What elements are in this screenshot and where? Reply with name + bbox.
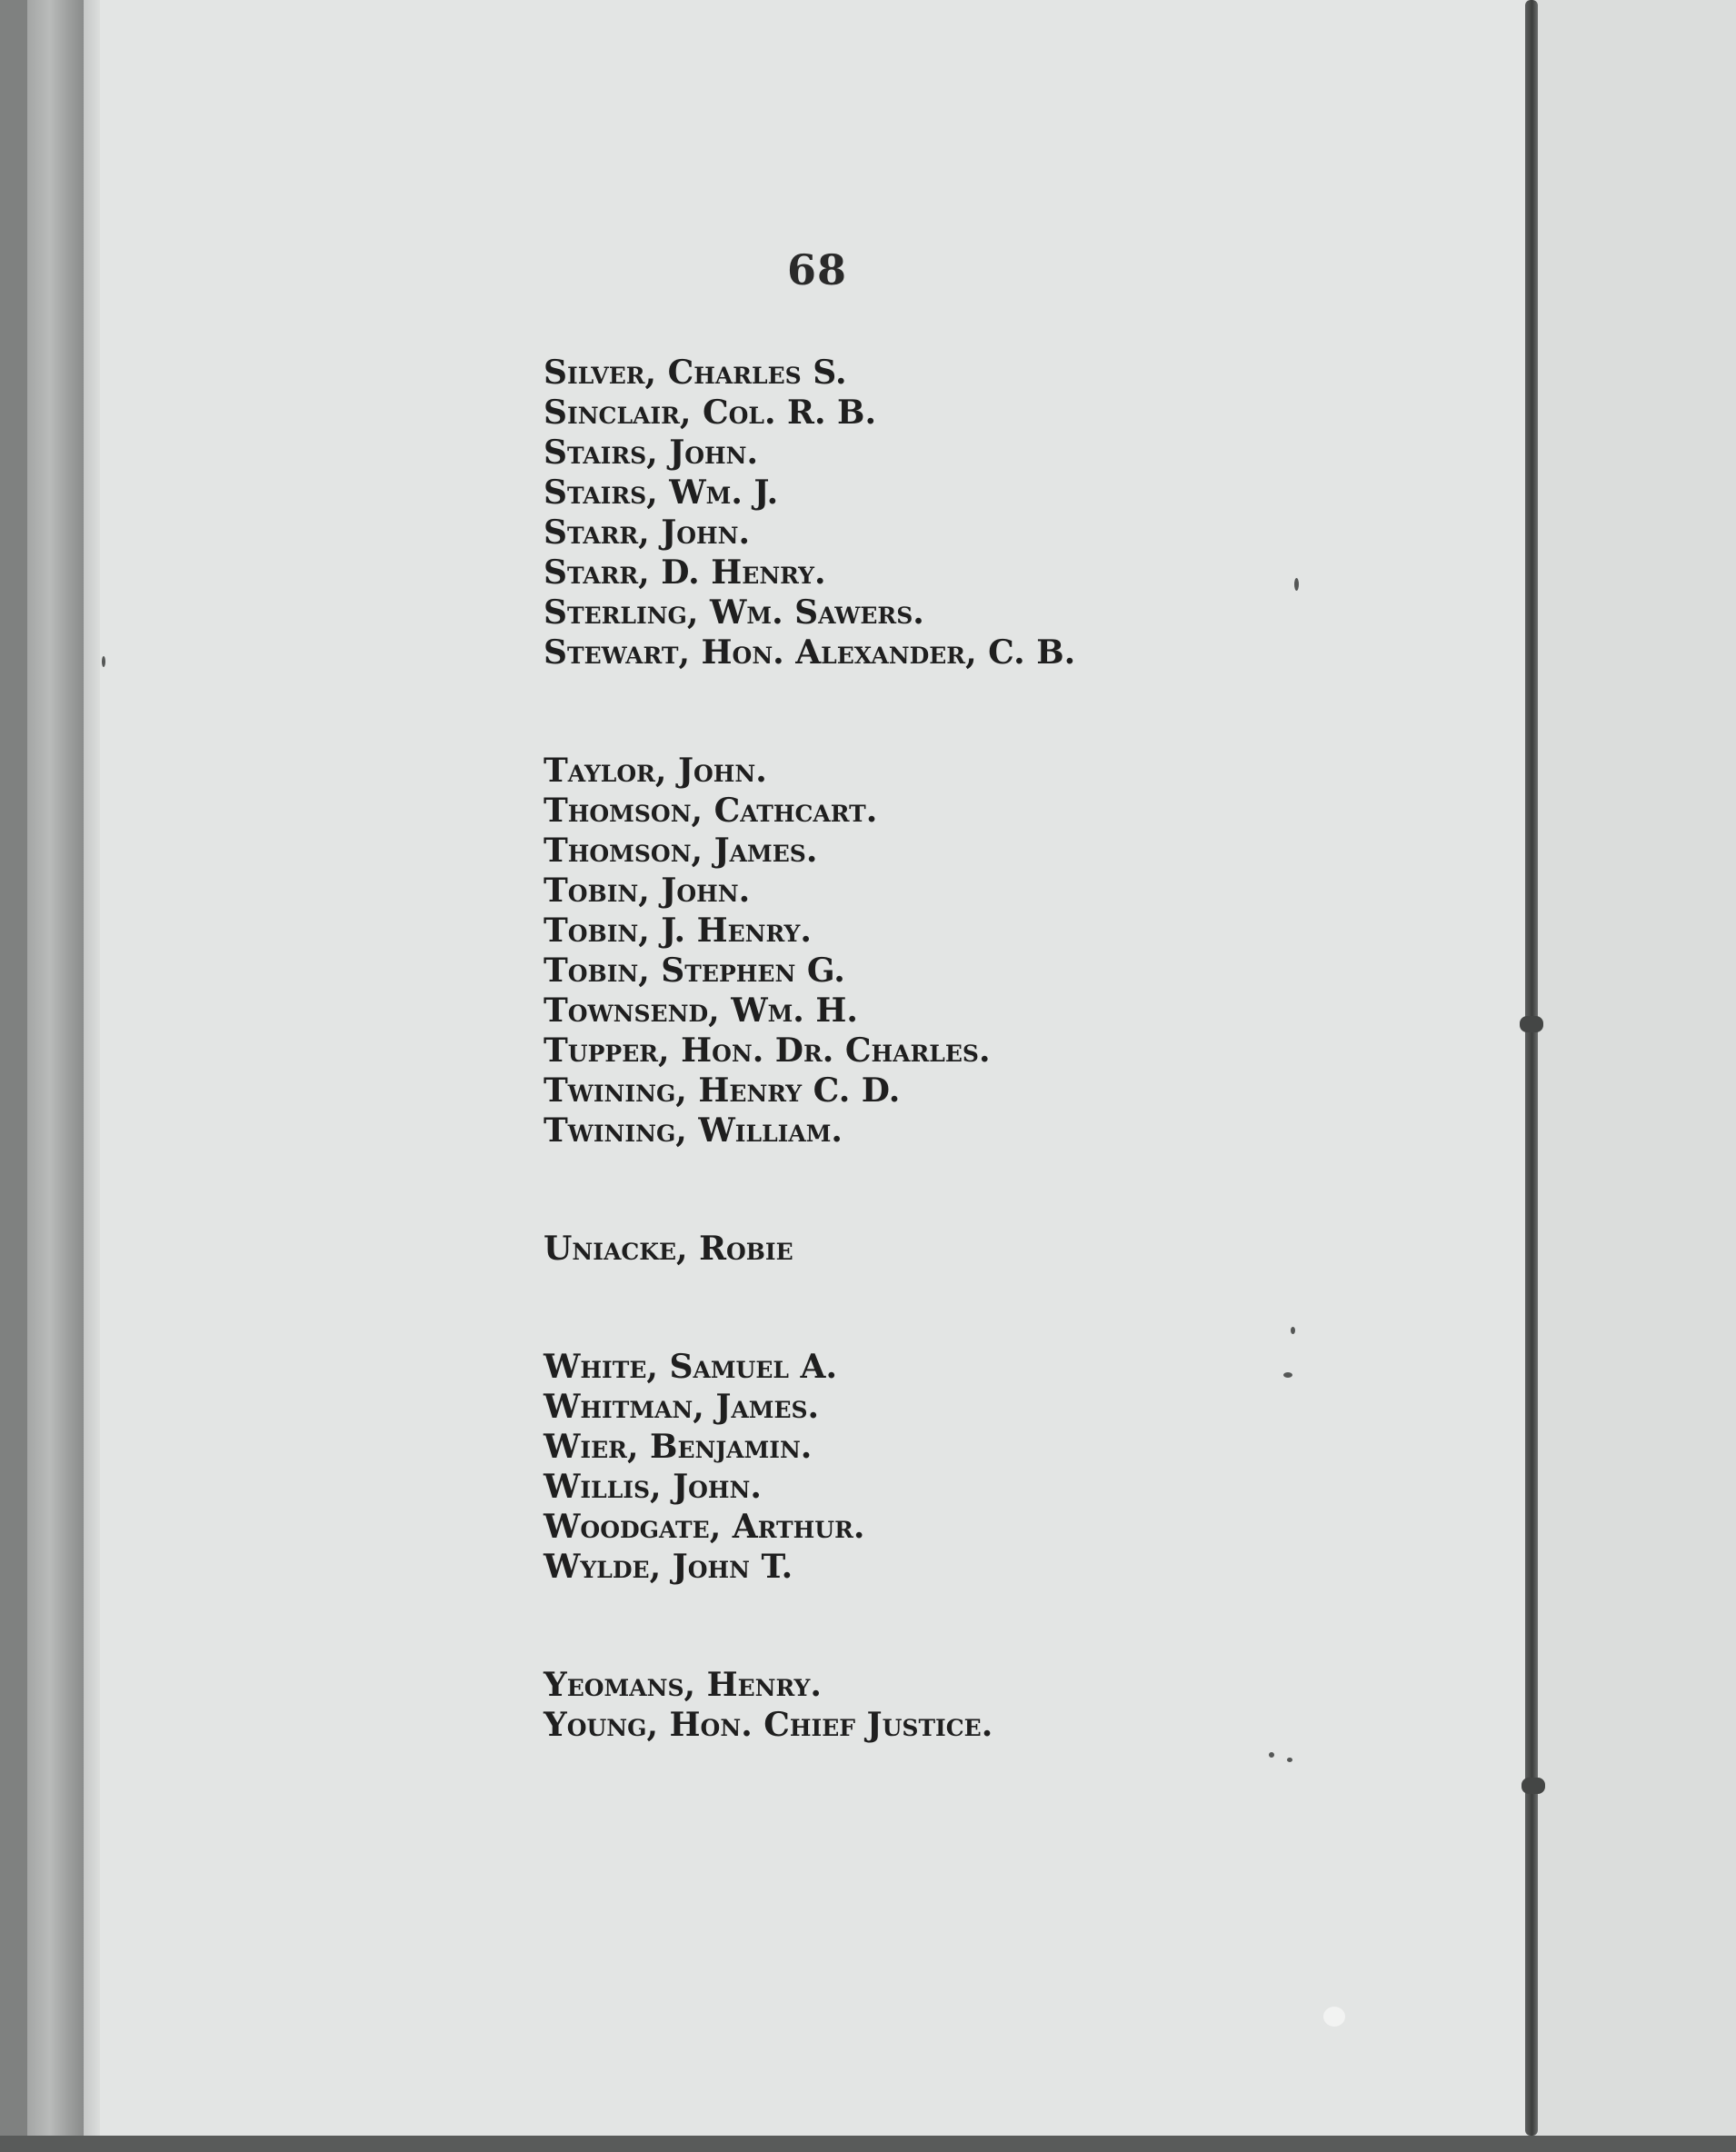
list-item: Tobin, J. Henry. xyxy=(544,912,812,950)
list-item: Stewart, Hon. Alexander, C. B. xyxy=(544,633,1076,672)
list-item: Sinclair, Col. R. B. xyxy=(544,394,876,432)
list-item: Townsend, Wm. H. xyxy=(544,991,858,1030)
list-item: Stairs, Wm. J. xyxy=(544,473,779,512)
dust-speck xyxy=(102,656,105,667)
list-item: Wier, Benjamin. xyxy=(544,1428,813,1466)
list-item: Willis, John. xyxy=(544,1468,762,1506)
list-item: Sterling, Wm. Sawers. xyxy=(544,593,924,632)
name-list xyxy=(544,353,1075,1823)
group-w xyxy=(544,1347,1075,1587)
page-number: 68 xyxy=(787,245,848,294)
list-item: Stairs, John. xyxy=(544,433,759,472)
list-item: Taylor, John. xyxy=(544,752,767,790)
list-item: Thomson, Cathcart. xyxy=(544,792,878,830)
list-item: Whitman, James. xyxy=(544,1388,820,1426)
list-item: White, Samuel A. xyxy=(544,1348,837,1386)
dust-speck xyxy=(1269,1752,1274,1758)
dust-speck xyxy=(1294,578,1299,591)
list-item: Tobin, John. xyxy=(544,872,751,910)
group-y xyxy=(544,1665,1075,1745)
list-item: Yeomans, Henry. xyxy=(544,1666,822,1704)
list-item: Tupper, Hon. Dr. Charles. xyxy=(544,1031,991,1070)
list-item: Twining, Henry C. D. xyxy=(544,1071,901,1110)
list-item: Woodgate, Arthur. xyxy=(544,1508,865,1546)
bottom-film-edge xyxy=(0,2136,1736,2152)
spine-shadow xyxy=(84,0,100,2152)
light-spot xyxy=(1323,2007,1345,2027)
facing-page-margin xyxy=(1538,0,1736,2136)
dust-speck xyxy=(1291,1327,1295,1334)
list-item: Starr, John. xyxy=(544,513,751,552)
list-item: Wylde, John T. xyxy=(544,1548,793,1586)
book-spine-edge xyxy=(27,0,84,2152)
dust-speck xyxy=(1283,1372,1292,1378)
binding-thread xyxy=(1525,0,1538,2136)
list-item: Starr, D. Henry. xyxy=(544,553,826,592)
binding-knot xyxy=(1520,1016,1543,1032)
binding-knot xyxy=(1521,1778,1545,1794)
list-item: Thomson, James. xyxy=(544,832,818,870)
group-s xyxy=(544,353,1075,672)
group-u xyxy=(544,1229,1075,1269)
dust-speck xyxy=(1287,1758,1292,1762)
list-item: Young, Hon. Chief Justice. xyxy=(544,1706,993,1744)
list-item: Twining, William. xyxy=(544,1111,843,1150)
list-item: Silver, Charles S. xyxy=(544,354,847,392)
group-t xyxy=(544,751,1075,1151)
list-item: Tobin, Stephen G. xyxy=(544,951,845,990)
film-edge xyxy=(0,0,27,2152)
list-item: Uniacke, Robie xyxy=(544,1230,793,1268)
